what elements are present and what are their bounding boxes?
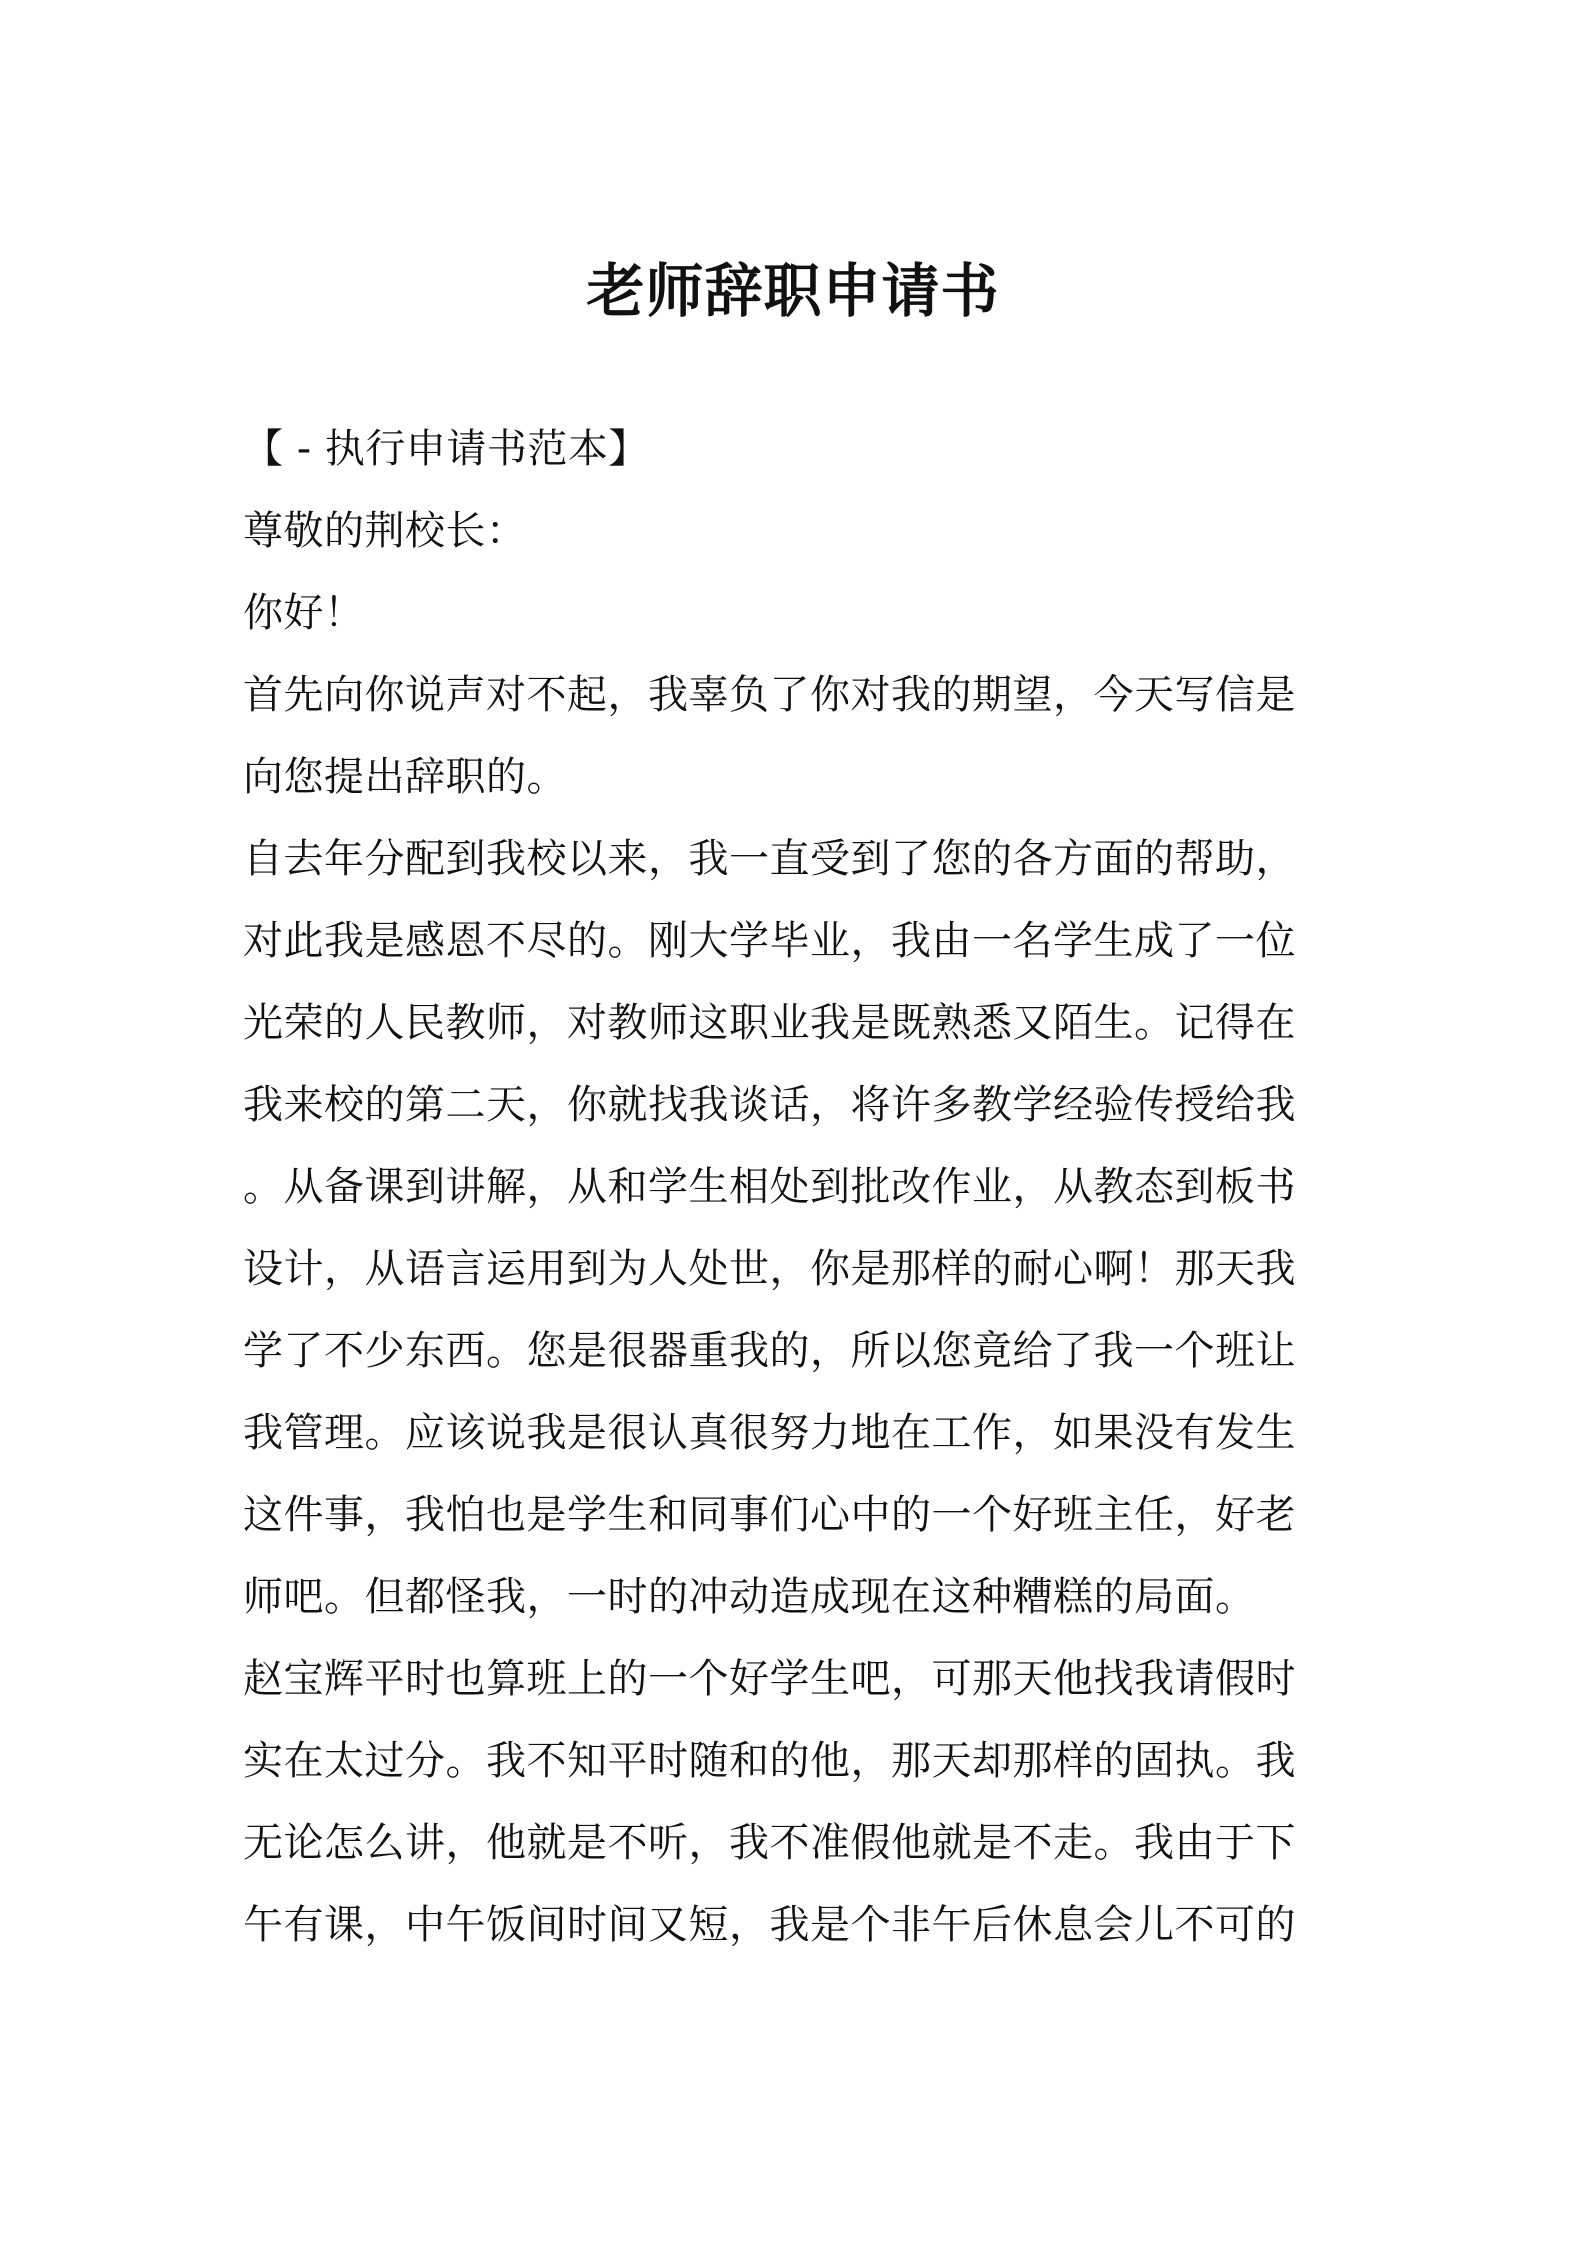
text-line: 【 - 执行申请书范本】 xyxy=(243,426,649,472)
text-line: 对此我是感恩不尽的。刚大学毕业，我由一名学生成了一位 xyxy=(243,918,1296,964)
text-line: 赵宝辉平时也算班上的一个好学生吧，可那天他找我请假时 xyxy=(243,1656,1296,1702)
document-body xyxy=(243,408,1353,1966)
text-line: 设计，从语言运用到为人处世，你是那样的耐心啊！那天我 xyxy=(243,1246,1296,1292)
text-line: 。从备课到讲解，从和学生相处到批改作业，从教态到板书 xyxy=(243,1164,1296,1210)
text-line: 实在太过分。我不知平时随和的他，那天却那样的固执。我 xyxy=(243,1738,1296,1784)
text-line: 自去年分配到我校以来，我一直受到了您的各方面的帮助， xyxy=(243,836,1296,882)
text-line: 我来校的第二天，你就找我谈话，将许多教学经验传授给我 xyxy=(243,1082,1296,1128)
document-title: 老师辞职申请书 xyxy=(586,257,1000,325)
text-line: 师吧。但都怪我，一时的冲动造成现在这种糟糕的局面。 xyxy=(243,1574,1256,1620)
text-line: 你好！ xyxy=(243,590,365,636)
text-line: 我管理。应该说我是很认真很努力地在工作，如果没有发生 xyxy=(243,1410,1296,1456)
text-line: 这件事，我怕也是学生和同事们心中的一个好班主任，好老 xyxy=(243,1492,1296,1538)
text-line: 学了不少东西。您是很器重我的，所以您竟给了我一个班让 xyxy=(243,1328,1296,1374)
text-line: 无论怎么讲，他就是不听，我不准假他就是不走。我由于下 xyxy=(243,1820,1296,1866)
text-line: 光荣的人民教师，对教师这职业我是既熟悉又陌生。记得在 xyxy=(243,1000,1296,1046)
text-line: 午有课，中午饭间时间又短，我是个非午后休息会儿不可的 xyxy=(243,1902,1296,1948)
text-line: 尊敬的荆校长： xyxy=(243,508,527,554)
text-line: 首先向你说声对不起，我辜负了你对我的期望，今天写信是 xyxy=(243,672,1296,718)
text-line: 向您提出辞职的。 xyxy=(243,754,567,800)
